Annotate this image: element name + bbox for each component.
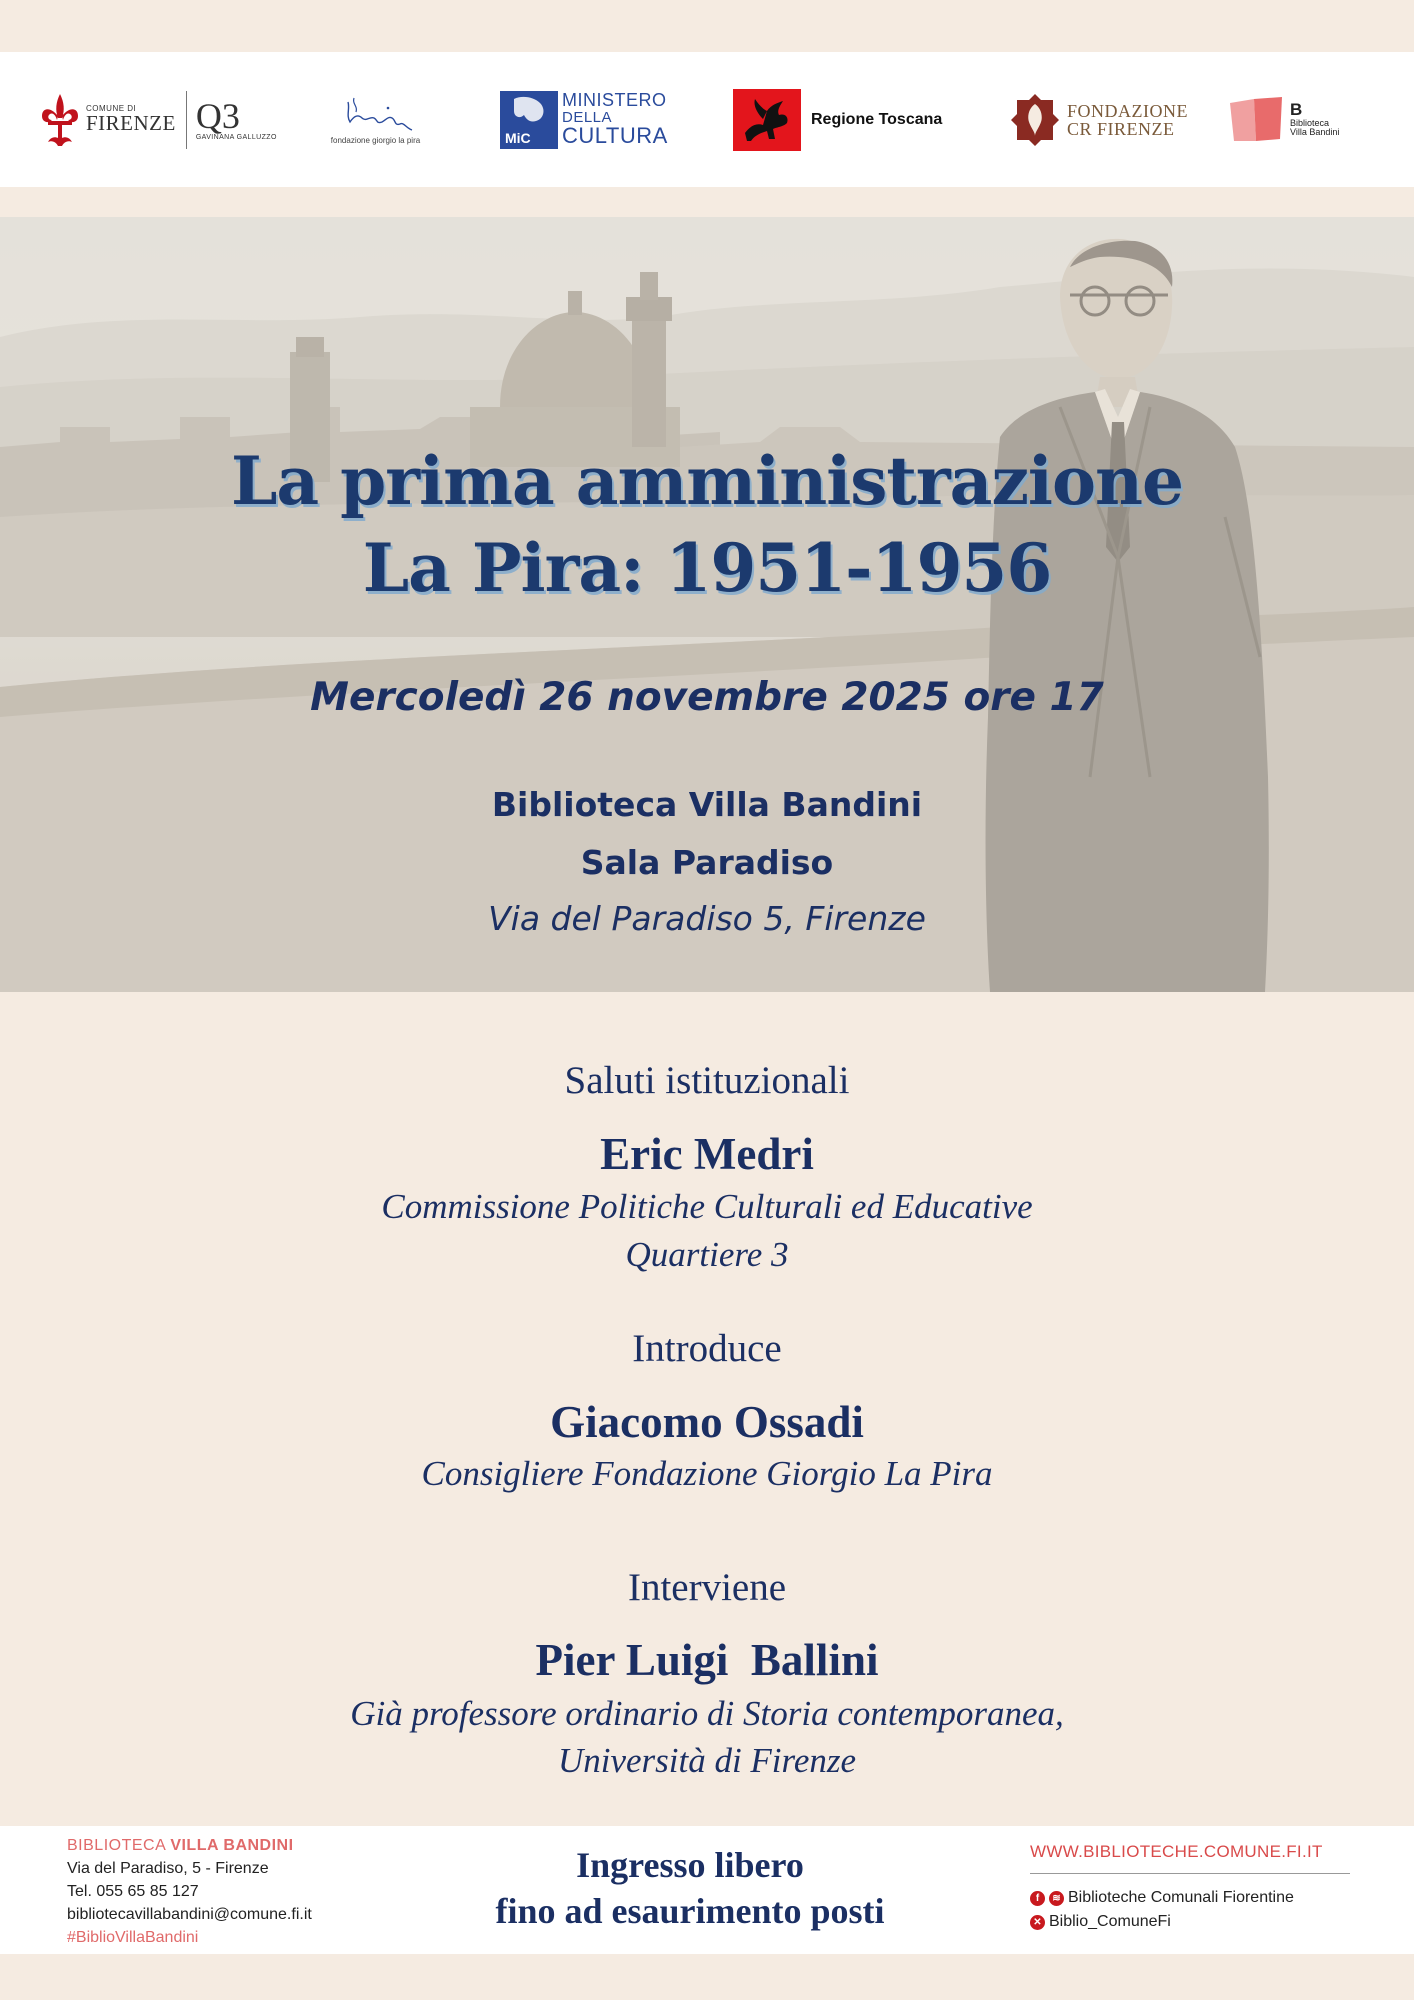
- fondazione-cr-firenze-logo: [1009, 52, 1188, 187]
- event-title-line1: La prima amministrazione: [230, 442, 1183, 520]
- web-social: [1030, 1842, 1350, 1934]
- villa-bandini-book-icon: [1228, 95, 1286, 145]
- library-email[interactable]: bibliotecavillabandini@comune.fi.it: [67, 1906, 312, 1923]
- library-hashtag[interactable]: #BiblioVillaBandini: [67, 1929, 199, 1946]
- library-phone[interactable]: Tel. 055 65 85 127: [67, 1883, 199, 1900]
- mic-line3: CULTURA: [562, 123, 668, 149]
- event-title-line2: La Pira: 1951-1956: [362, 529, 1052, 607]
- social-facebook-spotify[interactable]: [1030, 1886, 1350, 1910]
- social-x[interactable]: [1030, 1910, 1350, 1934]
- social-name-1: Biblioteche Comunali Fiorentine: [1068, 1889, 1294, 1906]
- program-role-3b: Università di Firenze: [557, 1741, 857, 1780]
- program-role-1b: Quartiere 3: [625, 1235, 789, 1274]
- program-role-1a: Commissione Politiche Culturali ed Educative: [381, 1187, 1033, 1226]
- library-name: [67, 1834, 312, 1857]
- fondazione-la-pira-logo: [328, 52, 423, 187]
- x-icon[interactable]: ✕: [1030, 1915, 1045, 1930]
- mic-line2: DELLA: [562, 108, 613, 126]
- comune-firenze-logo: [38, 52, 277, 187]
- mic-badge-text: MiC: [505, 129, 531, 146]
- program-role-2a: Consigliere Fondazione Giorgio La Pira: [421, 1454, 993, 1493]
- q3-subtitle: GAVINANA GALLUZZO: [195, 134, 277, 141]
- mic-badge-icon: [500, 91, 558, 149]
- regione-toscana-logo: [733, 52, 942, 187]
- program-speaker-1: Eric Medri: [600, 1129, 814, 1179]
- program-label-2: Introduce: [632, 1327, 782, 1370]
- logo-bar: [0, 52, 1414, 187]
- villa-bandini-logo: [1228, 52, 1339, 187]
- la-pira-text: fondazione giorgio la pira: [330, 136, 421, 145]
- facebook-icon[interactable]: f: [1030, 1891, 1045, 1906]
- website-link[interactable]: WWW.BIBLIOTECHE.COMUNE.FI.IT: [1030, 1842, 1350, 1874]
- vb-line1: Biblioteca: [1290, 117, 1330, 128]
- ministero-cultura-logo: [500, 52, 668, 187]
- firenze-small-text: COMUNE DI: [86, 104, 137, 113]
- footer: [0, 1826, 1414, 1954]
- library-contact: [67, 1834, 312, 1949]
- cr-crest-icon: [1009, 92, 1061, 148]
- program-label-3: Interviene: [627, 1566, 787, 1609]
- florence-lily-icon: [38, 92, 82, 148]
- venue-room: Sala Paradiso: [580, 843, 834, 882]
- venue-name: Biblioteca Villa Bandini: [491, 785, 923, 824]
- cr-line2: CR FIRENZE: [1067, 118, 1175, 139]
- la-pira-signature-icon: [328, 94, 423, 134]
- vb-letter: B: [1290, 100, 1303, 120]
- social-name-2: Biblio_ComuneFi: [1049, 1913, 1171, 1930]
- hero-photo: [0, 217, 1414, 992]
- vb-line2: Villa Bandini: [1290, 127, 1340, 138]
- entry-line2: fino ad esaurimento posti: [495, 1891, 885, 1931]
- entry-line1: Ingresso libero: [576, 1845, 804, 1885]
- venue-address: Via del Paradiso 5, Firenze: [488, 899, 926, 938]
- logo-divider: [186, 91, 187, 149]
- entry-info: [420, 1842, 960, 1934]
- cr-line1: FONDAZIONE: [1067, 100, 1188, 121]
- program-label-1: Saluti istituzionali: [564, 1059, 850, 1102]
- library-name-bold: VILLA BANDINI: [170, 1837, 294, 1854]
- mic-line1: MINISTERO: [562, 90, 667, 111]
- pegasus-icon: [733, 89, 801, 151]
- spotify-icon[interactable]: ≋: [1049, 1891, 1064, 1906]
- program-speaker-3: Pier Luigi Ballini: [535, 1635, 879, 1685]
- program-role-3a: Già professore ordinario di Storia contemporanea,: [350, 1694, 1064, 1733]
- program-speaker-2: Giacomo Ossadi: [550, 1397, 864, 1447]
- library-address: Via del Paradiso, 5 - Firenze: [67, 1860, 269, 1877]
- q3-mark: Q3: [195, 96, 240, 136]
- library-prefix: BIBLIOTECA: [67, 1837, 171, 1854]
- firenze-big-text: FIRENZE: [86, 111, 176, 135]
- event-datetime: Mercoledì 26 novembre 2025 ore 17: [310, 675, 1104, 720]
- toscana-text: Regione Toscana: [811, 110, 943, 128]
